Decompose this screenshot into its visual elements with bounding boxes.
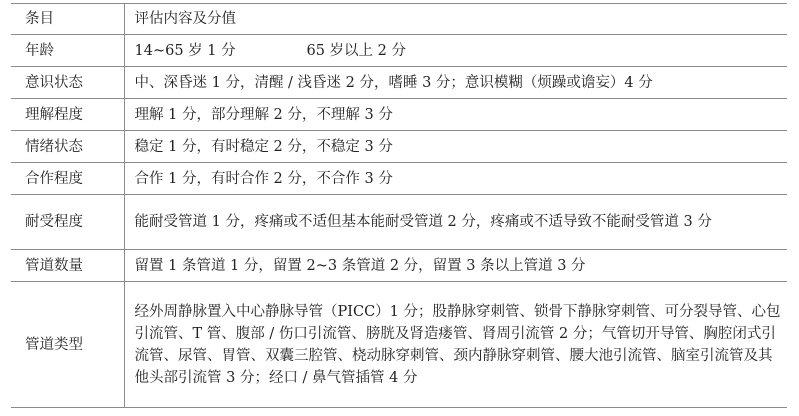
row-content: 经外周静脉置入中心静脉导管（PICC）1 分；股静脉穿刺管、锁骨下静脉穿刺管、可分裂导管、心包引流管、T 管、腹部 / 伤口引流管、膀胱及肾造瘘管、肾周引流管 2 分；气管切开导管、胸腔闭式引流管、尿管、胃管、双囊三腔管、桡动脉穿刺管、颈内静脉穿刺管、腰大池引流管、脑室引流管及其他头部引流管 3 分；经口 / 鼻气管插管 4 分 [124,282,787,408]
row-item: 年龄 [11,35,124,67]
row-content: 中、深昏迷 1 分，清醒 / 浅昏迷 2 分，嗜睡 3 分；意识模糊（烦躁或谵妄）4 分 [124,67,787,99]
assessment-table [11,3,787,408]
row-content: 能耐受管道 1 分，疼痛或不适但基本能耐受管道 2 分，疼痛或不适导致不能耐受管道 3 分 [124,195,787,250]
row-content: 稳定 1 分，有时稳定 2 分，不稳定 3 分 [124,131,787,163]
row-content: 合作 1 分，有时合作 2 分，不合作 3 分 [124,163,787,195]
row-content: 理解 1 分，部分理解 2 分，不理解 3 分 [124,99,787,131]
row-content: 留置 1 条管道 1 分，留置 2~3 条管道 2 分，留置 3 条以上管道 3 分 [124,250,787,282]
age-range-a: 14~65 岁 1 分 [134,42,236,59]
table-row [11,195,787,250]
row-item: 理解程度 [11,99,124,131]
row-item: 耐受程度 [11,195,124,250]
row-item: 管道数量 [11,250,124,282]
table-row [11,282,787,408]
table-row [11,131,787,163]
row-item: 管道类型 [11,282,124,408]
row-item: 意识状态 [11,67,124,99]
row-item: 合作程度 [11,163,124,195]
table-row [11,250,787,282]
row-content [124,35,787,67]
table-header-row [11,4,787,35]
row-item: 情绪状态 [11,131,124,163]
header-content: 评估内容及分值 [124,4,787,35]
table-row [11,35,787,67]
table-row [11,99,787,131]
table-row [11,163,787,195]
table-row [11,67,787,99]
age-range-b: 65 岁以上 2 分 [306,42,407,59]
header-item: 条目 [11,4,124,35]
